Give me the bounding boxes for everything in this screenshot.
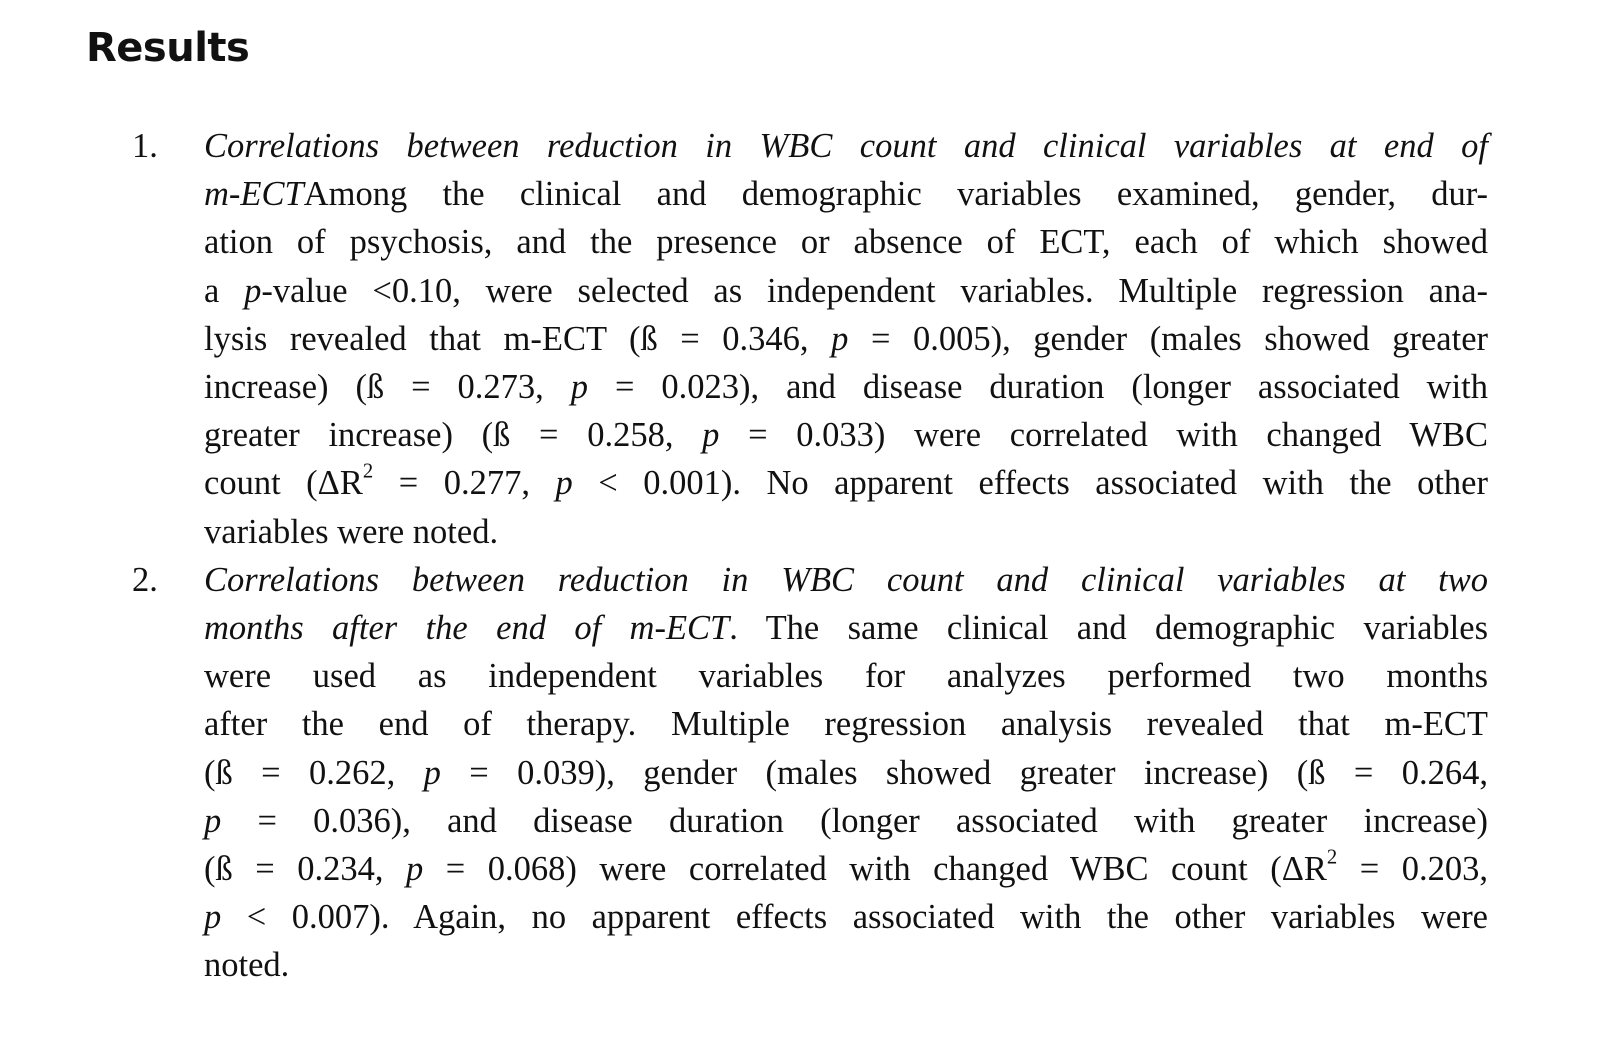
text-run: noted. xyxy=(204,946,290,985)
italic-run: p xyxy=(831,319,849,358)
text-run: < 0.007). Again, no apparent effects associated with the other variables were xyxy=(221,898,1488,937)
text-run: (ß = 0.262, xyxy=(204,753,424,792)
text-run: Among the clinical and demographic variables examined, gender, dur- xyxy=(303,175,1488,214)
paragraph-line xyxy=(204,508,1488,556)
text-run: count (ΔR xyxy=(204,464,363,503)
text-run: = 0.005), gender (males showed greater xyxy=(848,319,1488,358)
italic-run: Correlations between reduction in WBC count and clinical variables at two xyxy=(204,560,1488,599)
text-run: -value <0.10, were selected as independent variables. Multiple regression ana- xyxy=(261,271,1488,310)
italic-run: months after the end of m-ECT xyxy=(204,609,730,648)
paragraph-line xyxy=(204,315,1488,363)
text-run: = 0.039), gender (males showed greater increase) (ß = 0.264, xyxy=(440,753,1488,792)
text-run: (ß = 0.234, xyxy=(204,850,406,889)
italic-run: p xyxy=(405,850,424,889)
superscript: 2 xyxy=(362,460,374,483)
item-paragraph xyxy=(204,556,1488,990)
text-run: < 0.001). No apparent effects associated with the other xyxy=(572,464,1488,503)
paragraph-line xyxy=(204,893,1488,941)
italic-run: p xyxy=(204,898,222,937)
text-run: a xyxy=(204,271,245,310)
section-heading: Results xyxy=(86,25,250,71)
superscript: 2 xyxy=(1326,846,1338,869)
text-run: ation of psychosis, and the presence or absence of ECT, each of which showed xyxy=(204,223,1488,262)
paragraph-line xyxy=(204,267,1488,315)
paragraph-line xyxy=(204,122,1488,170)
italic-run: p xyxy=(702,416,720,455)
paragraph-line xyxy=(204,797,1488,845)
italic-run: p xyxy=(570,368,589,407)
text-run: lysis revealed that m-ECT (ß = 0.346, xyxy=(204,319,832,358)
italic-run: p xyxy=(555,464,573,503)
paragraph-line xyxy=(204,845,1488,893)
text-run: greater increase) (ß = 0.258, xyxy=(204,416,703,455)
text-run: = 0.068) were correlated with changed WBC count (ΔR xyxy=(423,850,1327,889)
paragraph-line xyxy=(204,604,1488,652)
text-run: . The same clinical and demographic variables xyxy=(729,609,1488,648)
text-run: = 0.023), and disease duration (longer associated with xyxy=(588,368,1489,407)
italic-run: Correlations between reduction in WBC count and clinical variables at end of xyxy=(204,127,1488,165)
paragraph-line xyxy=(204,411,1488,459)
item-number: 1. xyxy=(132,127,158,165)
text-run: = 0.203, xyxy=(1337,850,1488,889)
paragraph-line xyxy=(204,459,1488,507)
item-number: 2. xyxy=(132,560,158,599)
text-run: = 0.277, xyxy=(373,464,556,503)
text-run: = 0.033) were correlated with changed WBC xyxy=(719,416,1489,455)
results-list xyxy=(0,122,1600,990)
italic-run: p xyxy=(423,753,441,792)
paragraph-line xyxy=(204,218,1488,266)
text-run: after the end of therapy. Multiple regression analysis revealed that m-ECT xyxy=(204,705,1488,744)
paragraph-line xyxy=(204,700,1488,748)
text-run: were used as independent variables for analyzes performed two months xyxy=(204,657,1488,696)
item-paragraph xyxy=(204,122,1488,556)
result-item-1 xyxy=(0,122,1600,556)
result-item-2 xyxy=(0,556,1600,990)
paragraph-line xyxy=(204,652,1488,700)
paragraph-line xyxy=(204,170,1488,218)
text-run: = 0.036), and disease duration (longer associated with greater increase) xyxy=(221,801,1488,840)
paragraph-line xyxy=(204,941,1488,989)
italic-run: p xyxy=(244,271,262,310)
paragraph-line xyxy=(204,556,1488,604)
text-run: increase) (ß = 0.273, xyxy=(204,368,571,407)
italic-run: p xyxy=(204,801,222,840)
paragraph-line xyxy=(204,363,1488,411)
text-run: variables were noted. xyxy=(204,512,499,551)
italic-run: m-ECT xyxy=(204,175,304,214)
paragraph-line xyxy=(204,749,1488,797)
